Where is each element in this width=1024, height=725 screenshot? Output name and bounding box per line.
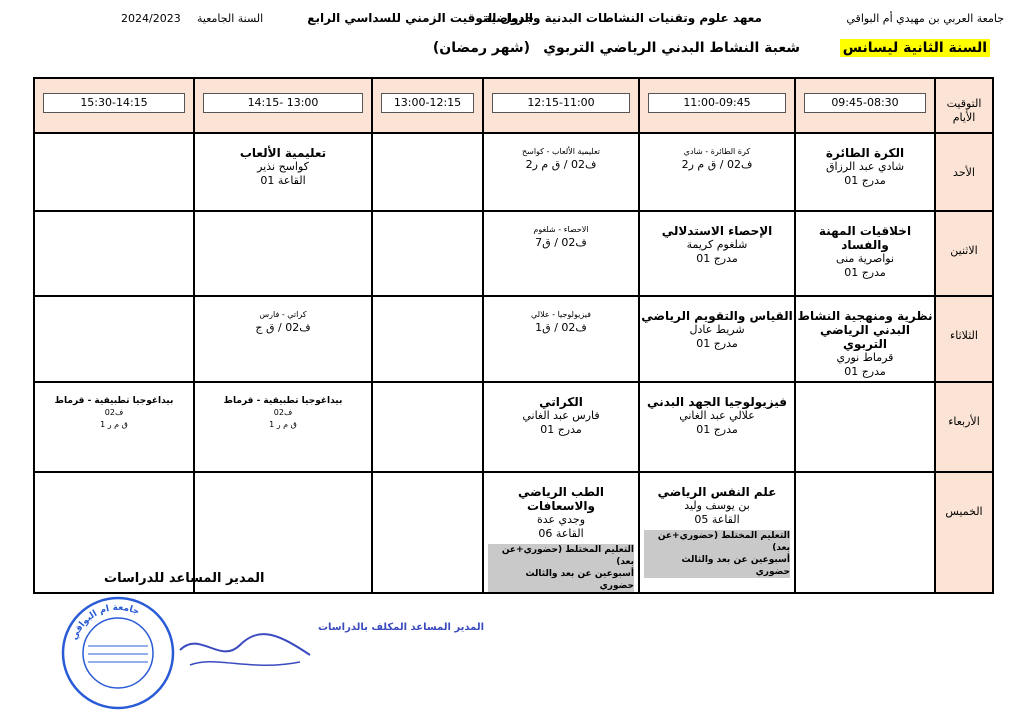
session-title: الكراتي [539,395,583,409]
session-cell [372,296,483,382]
slot-header [639,78,795,133]
day-name-cell [935,472,993,593]
session-cell [34,382,194,472]
session-cell [639,472,795,593]
slot-header [34,78,194,133]
day-name: الخميس [945,505,983,518]
session-cell [483,472,639,593]
session-cell [372,211,483,296]
session-detail: ف02 / ق ج [255,321,311,334]
day-name-cell [935,133,993,211]
university-stamp [58,594,178,712]
session-detail: ف02 [104,408,124,417]
session-title: القياس والتقويم الرياضي [641,309,793,323]
session-cell [483,382,639,472]
session-cell [639,296,795,382]
session-cell [795,133,935,211]
session-cell [372,133,483,211]
session-cell [795,211,935,296]
slot-label: 15:30-14:15 [43,93,185,113]
level-highlight: السنة الثانية ليسانس [840,39,990,57]
session-title: تعليمية الألعاب [239,146,327,160]
session-detail: مدرج 01 [844,174,886,187]
session-detail: بيداغوجيا تطبيقية - قرماط [54,396,174,406]
session-detail: نواصرية منى [835,252,895,265]
session-title: فيزيولوجيا الجهد البدني [647,395,787,409]
note-line: أسبوعين عن بعد والثالث حضوري [681,555,790,577]
slot-header [483,78,639,133]
session-detail: القاعة 01 [260,174,306,187]
slot-label: 13:00-12:15 [381,93,474,113]
period-label: (شهر رمضان) [432,40,530,56]
day-name-cell [935,211,993,296]
slot-label: 14:15- 13:00 [203,93,363,113]
session-title: البدني الرياضي التربوي [819,323,911,351]
session-detail: مدرج 01 [540,423,582,436]
slot-label: 11:00-09:45 [648,93,786,113]
day-name: الثلاثاء [950,329,978,342]
blended-learning-note [644,530,790,578]
svg-text:جامعة ام البواقي [70,603,141,642]
session-detail: ق م ر 1 [100,420,128,429]
session-detail: بيداغوجيا تطبيقية - قرماط [223,396,343,406]
timetable [33,77,994,594]
session-title: الإحصاء الاستدلالي [661,224,773,238]
stamp-text: جامعة ام البواقي [69,602,141,642]
session-detail: مدرج 01 [696,252,738,265]
session-cell [483,296,639,382]
session-cell [483,211,639,296]
corner-days-label: الأيام [952,111,976,124]
session-detail: شريط عادل [689,323,745,336]
slot-header [194,78,372,133]
session-detail: القاعة 06 [538,527,584,540]
session-cell [795,382,935,472]
session-cell [194,133,372,211]
session-title: اخلاقيات المهنة والفساد [818,224,912,252]
session-detail: مدرج 01 [844,266,886,279]
session-detail: بن يوسف وليد [684,499,750,512]
session-detail: مدرج 01 [844,365,886,378]
session-cell [795,472,935,593]
timetable-body [34,133,993,593]
session-detail: كواسح نذير [257,160,309,173]
corner-cell [935,78,993,133]
session-detail: القاعة 05 [694,513,740,526]
day-row [34,133,993,211]
session-detail: علالي عبد الغاني [679,409,755,422]
session-cell [639,133,795,211]
session-detail: تعليمية الألعاب - كواسح [521,147,601,156]
session-detail: ق م ر 1 [269,420,297,429]
session-detail: كرة الطائرة - شادي [683,147,751,156]
session-detail: ف02 / ق م ر2 [525,158,597,171]
university-name: جامعة العربي بن مهيدي أم البواقي [846,12,1004,25]
session-cell [372,472,483,593]
signature-text: المدير المساعد المكلف بالدراسات [318,622,485,633]
session-detail: ف02 [273,408,293,417]
schedule-title: جدول التوقيت الزمني للسداسي الرابع [307,11,534,25]
session-cell [483,133,639,211]
day-name: الأربعاء [948,415,980,428]
session-detail: وجدي عدة [536,513,586,526]
session-detail: قرماط نوري [836,351,894,364]
session-detail: ف02 / ق م ر2 [681,158,753,171]
day-name: الاثنين [950,244,978,257]
session-cell [795,296,935,382]
session-detail: الاحصاء - شلغوم [533,225,589,234]
session-cell [194,382,372,472]
session-title: نظرية ومنهجية النشاط [797,309,933,323]
slot-header [372,78,483,133]
session-cell [34,133,194,211]
institute-name: معهد علوم وتقنيات النشاطات البدنية والرياضية [484,11,762,25]
session-detail: كراتي - فارس [259,310,307,319]
day-row [34,296,993,382]
session-detail: مدرج 01 [696,423,738,436]
signature [170,610,485,680]
day-name-cell [935,296,993,382]
note-line: التعليم المختلط (حضوري+عن بعد) [501,545,634,567]
session-cell [639,211,795,296]
blended-learning-note [488,544,634,592]
session-cell [194,296,372,382]
day-name-cell [935,382,993,472]
session-detail: فارس عبد الغاني [522,409,600,422]
session-detail: مدرج 01 [696,337,738,350]
note-line: التعليم المختلط (حضوري+عن بعد) [657,531,790,553]
session-cell [194,211,372,296]
session-cell [34,296,194,382]
slot-label: 09:45-08:30 [804,93,926,113]
session-detail: ف02 / ق1 [535,321,587,334]
slot-label: 12:15-11:00 [492,93,630,113]
session-cell [34,211,194,296]
day-name: الأحد [953,166,975,179]
academic-year-label: السنة الجامعية [197,12,264,25]
session-detail: ف02 / ق7 [535,236,587,249]
session-title: الكرة الطائرة [825,146,905,160]
session-detail: فيزيولوجيا - علالي [530,310,591,319]
note-line: أسبوعين عن بعد والثالث حضوري [525,569,634,591]
academic-year: 2024/2023 [121,12,181,25]
director-label: المدير المساعد للدراسات [104,571,265,586]
session-title: علم النفس الرياضي [657,485,777,499]
session-detail: شادي عبد الرزاق [825,160,905,173]
timetable-header-row [34,78,993,133]
session-cell [372,382,483,472]
session-detail: شلغوم كريمة [686,238,748,251]
slot-header [795,78,935,133]
corner-time-label: التوقيت [946,97,982,110]
department-name: شعبة النشاط البدني الرياضي التربوي [543,40,800,56]
level-label [840,40,990,56]
session-title: الطب الرياضي والاسعافات [517,485,605,513]
day-row [34,211,993,296]
session-cell [639,382,795,472]
day-row [34,382,993,472]
